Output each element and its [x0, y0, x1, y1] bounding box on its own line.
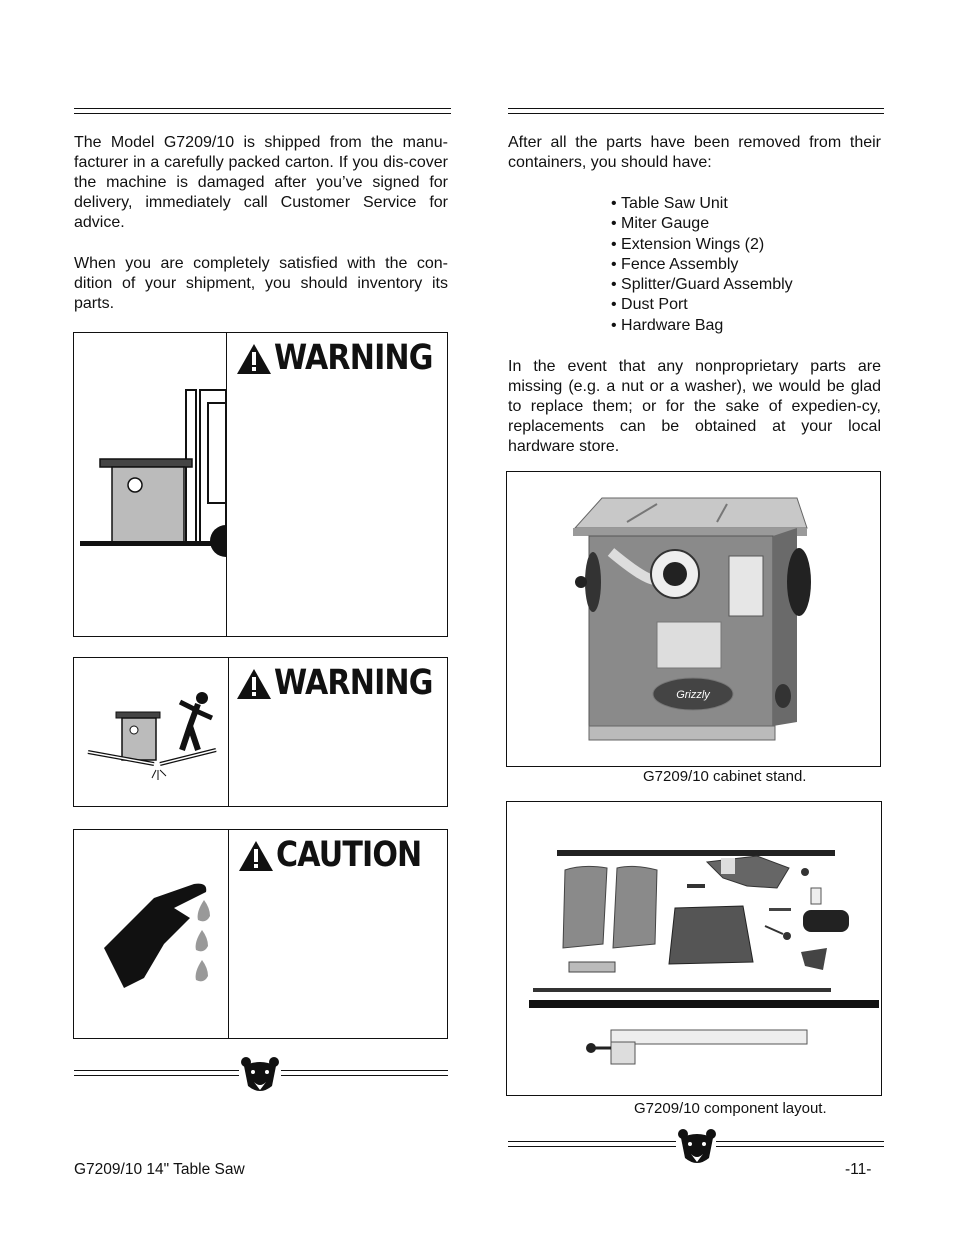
warning-triangle-icon [238, 840, 274, 872]
forklift-icon [78, 385, 226, 565]
right-header-rule [508, 108, 884, 114]
falling-crate-icon [86, 688, 226, 788]
list-item: • Dust Port [611, 295, 793, 315]
right-end-rule-b [716, 1141, 884, 1147]
warning-signal-1: WARNING [236, 341, 458, 376]
shipping-paragraph: The Model G7209/10 is shipped from the manu-facturer in a carefully packed carton. If you dis-cover the machine is damaged after you’ve signed for delivery, immediately call Customer Service for advice. [74, 134, 448, 231]
right-end-rule-a [508, 1141, 676, 1147]
bear-logo-icon [677, 1128, 717, 1166]
left-header-rule [74, 108, 451, 114]
list-item: • Miter Gauge [611, 214, 793, 234]
list-item: • Extension Wings (2) [611, 235, 793, 255]
list-item: • Splitter/Guard Assembly [611, 275, 793, 295]
component-layout-photo [506, 801, 882, 1096]
left-end-rule-a [74, 1070, 239, 1076]
left-end-rule-b [281, 1070, 448, 1076]
page-number: -11- [845, 1161, 872, 1178]
caution-signal: CAUTION [238, 838, 445, 873]
figure-caption-cabinet: G7209/10 cabinet stand. [643, 768, 807, 785]
warning-triangle-icon [236, 668, 272, 700]
warning-signal-2: WARNING [236, 666, 458, 701]
footer-title: G7209/10 14" Table Saw [74, 1161, 245, 1178]
warning-box-forklift [73, 332, 448, 637]
warning-box-crate [73, 657, 448, 807]
cabinet-stand-photo [506, 471, 881, 767]
missing-parts-paragraph: In the event that any nonproprietary parts are missing (e.g. a nut or a washer), we would be glad to replace them; or for the sake of expedien-cy, replacements can be obtained at your local hardware store. [508, 358, 881, 455]
bear-logo-icon [240, 1056, 280, 1094]
brand-badge: Grizzly [676, 689, 710, 701]
parts-list [611, 194, 793, 336]
list-item: • Table Saw Unit [611, 194, 793, 214]
list-item: • Fence Assembly [611, 255, 793, 275]
parts-intro: After all the parts have been removed from their containers, you should have: [508, 134, 881, 171]
bleeding-finger-icon [94, 878, 218, 998]
warning-triangle-icon [236, 343, 272, 375]
figure-caption-components: G7209/10 component layout. [634, 1100, 827, 1117]
caution-box-finger [73, 829, 448, 1039]
list-item: • Hardware Bag [611, 316, 793, 336]
inventory-paragraph: When you are completely satisfied with the con-dition of your shipment, you should inventory its parts. [74, 255, 448, 312]
